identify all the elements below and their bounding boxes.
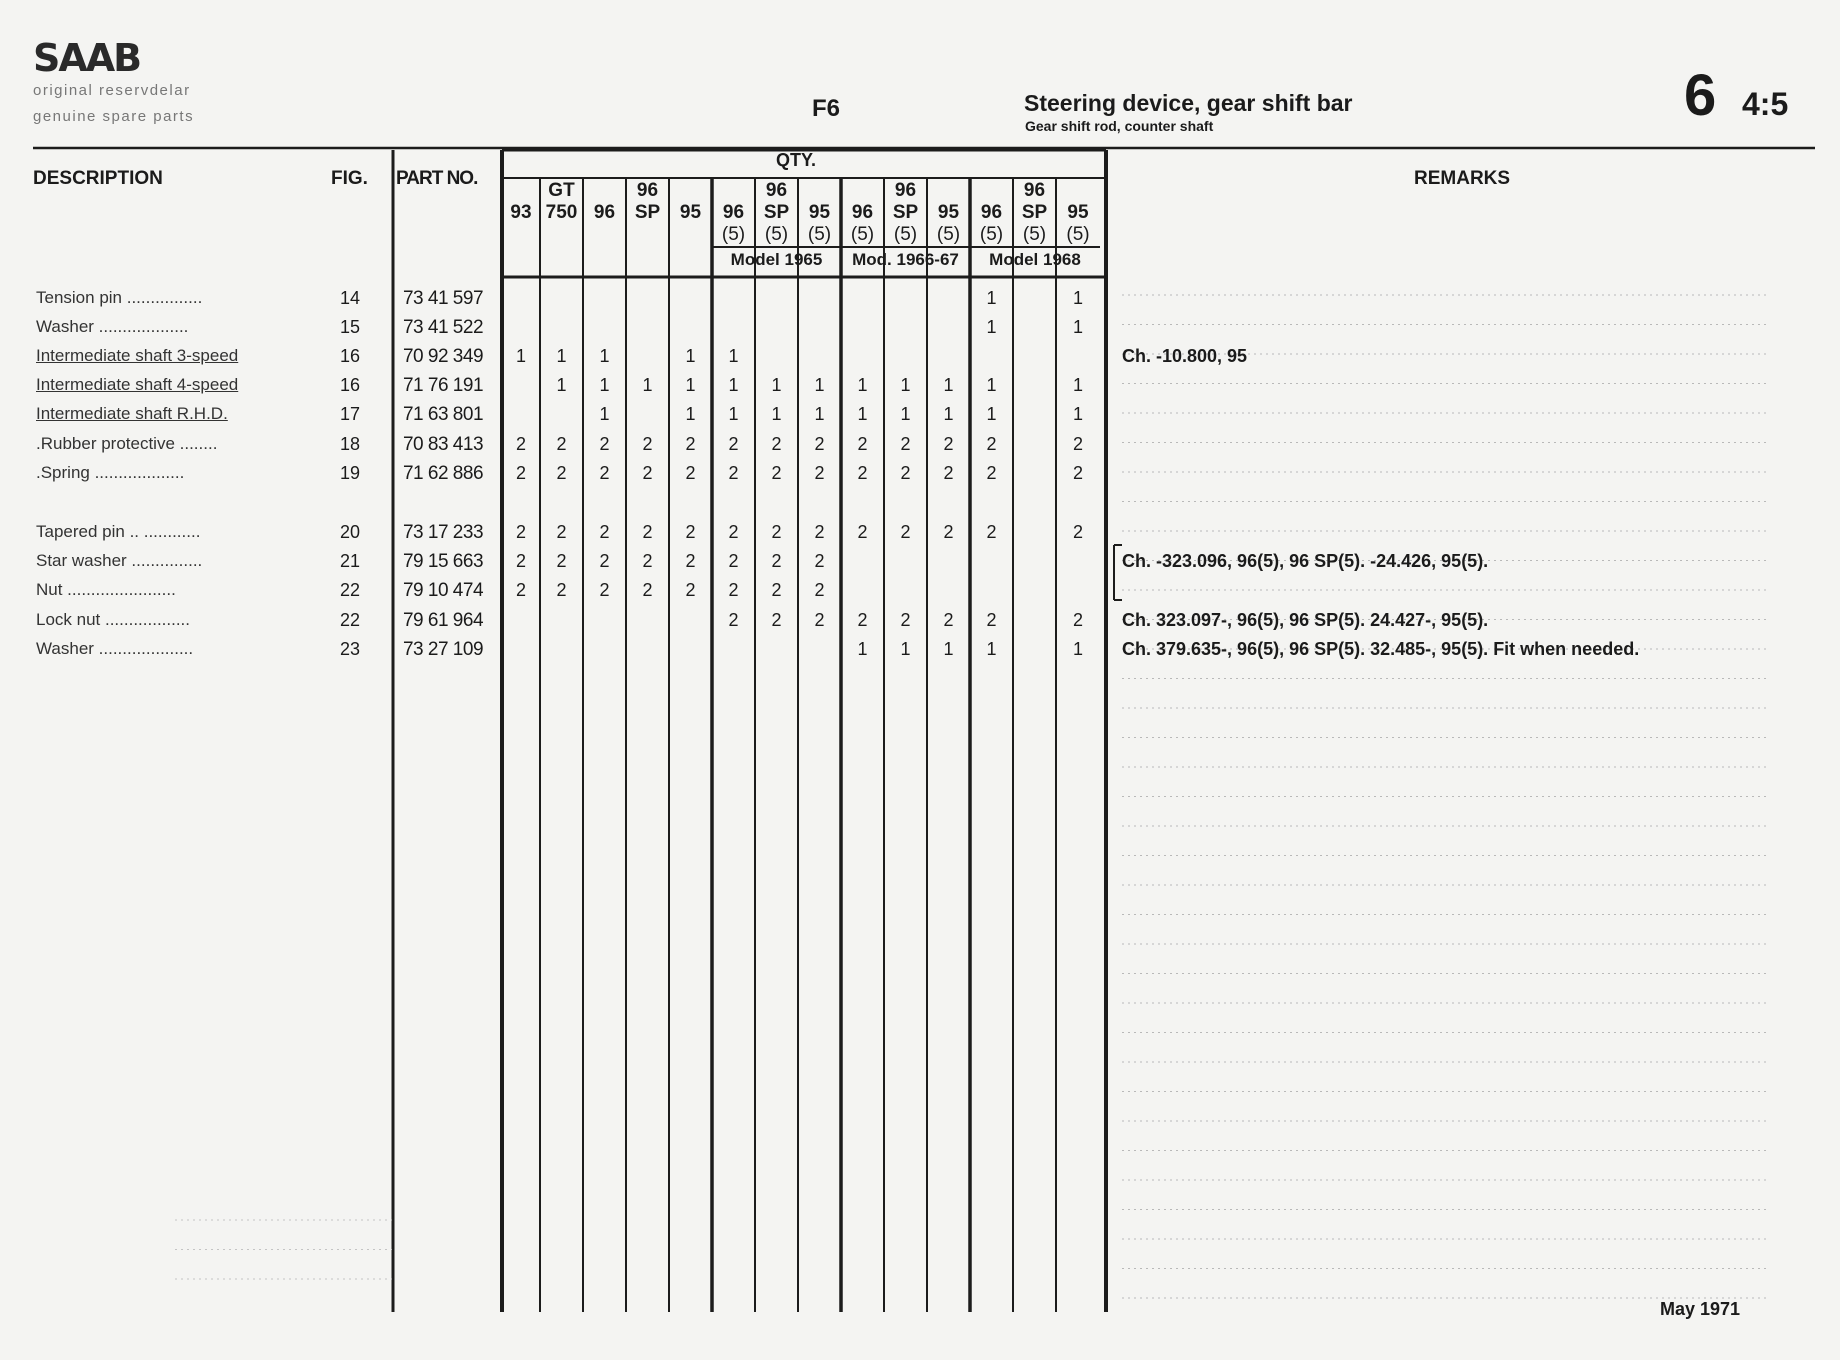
- qty-column-label: 96: [593, 202, 616, 223]
- part-description: Lock nut ..................: [36, 610, 191, 629]
- qty-cell: 2: [515, 463, 526, 483]
- table-row: [0, 608, 1840, 638]
- qty-cell: 2: [556, 463, 567, 483]
- tagline-swedish: original reservdelar: [33, 82, 191, 99]
- qty-column-label: 95: [937, 202, 960, 223]
- qty-cell: 1: [771, 375, 782, 395]
- page-subtitle: Gear shift rod, counter shaft: [1025, 118, 1214, 134]
- remark-text: Ch. 379.635-, 96(5), 96 SP(5). 32.485-, 95(5). Fit when needed.: [1122, 639, 1640, 659]
- part-description: .Spring ...................: [36, 463, 185, 482]
- qty-cell: 1: [1072, 639, 1083, 659]
- section-number: 6: [1684, 63, 1717, 128]
- qty-cell: 2: [515, 434, 526, 454]
- qty-cell: 1: [685, 404, 696, 424]
- part-number: 70 92 349: [402, 346, 484, 367]
- qty-cell: 2: [857, 463, 868, 483]
- remarks-header: REMARKS: [1414, 168, 1511, 189]
- part-description: .Rubber protective ........: [36, 434, 218, 453]
- table-row: [0, 402, 1840, 432]
- qty-cell: 1: [900, 375, 911, 395]
- qty-cell: 1: [986, 317, 997, 337]
- issue-date: May 1971: [1660, 1299, 1741, 1319]
- qty-column-label: 96: [722, 202, 745, 223]
- qty-cell: 2: [1072, 434, 1083, 454]
- qty-cell: 2: [900, 463, 911, 483]
- fig-number: 16: [339, 375, 361, 395]
- qty-cell: 2: [986, 463, 997, 483]
- qty-cell: 2: [771, 610, 782, 630]
- qty-column-sub: (5): [1066, 224, 1090, 245]
- qty-cell: 2: [814, 551, 825, 571]
- qty-cell: 1: [1072, 288, 1083, 308]
- qty-cell: 1: [814, 404, 825, 424]
- qty-cell: 1: [943, 375, 954, 395]
- qty-column-header: [669, 180, 712, 224]
- fig-number: 20: [339, 522, 361, 542]
- qty-cell: 2: [943, 463, 954, 483]
- qty-cell: 1: [857, 639, 868, 659]
- qty-cell: 2: [900, 434, 911, 454]
- qty-column-label: 96: [1023, 180, 1046, 201]
- qty-cell: 2: [814, 522, 825, 542]
- qty-column-label: 95: [1067, 202, 1089, 223]
- qty-cell: 2: [728, 463, 739, 483]
- section-sub: 4:5: [1742, 86, 1789, 122]
- qty-cell: 2: [599, 580, 610, 600]
- qty-cell: 1: [556, 346, 567, 366]
- fig-number: 14: [339, 288, 361, 308]
- qty-column-header: [540, 180, 583, 224]
- part-description: Washer ...................: [36, 317, 189, 336]
- qty-cell: 2: [728, 580, 739, 600]
- qty-cell: 2: [556, 551, 567, 571]
- qty-cell: 1: [1072, 404, 1083, 424]
- qty-cell: 2: [599, 522, 610, 542]
- qty-cell: 1: [515, 346, 526, 366]
- qty-column-label: GT: [548, 180, 575, 201]
- table-row: [0, 286, 1840, 316]
- qty-column-label: 750: [545, 202, 578, 223]
- fig-number: 21: [339, 551, 361, 571]
- part-description: Tension pin ................: [36, 288, 203, 307]
- qty-cell: 1: [1072, 317, 1083, 337]
- qty-cell: 1: [685, 375, 696, 395]
- qty-cell: 1: [728, 404, 739, 424]
- qty-cell: 2: [814, 610, 825, 630]
- qty-cell: 1: [857, 375, 868, 395]
- qty-cell: 2: [728, 610, 739, 630]
- qty-cell: 2: [1072, 463, 1083, 483]
- qty-cell: 1: [599, 346, 610, 366]
- qty-column-header: [884, 180, 927, 246]
- qty-column-header: [970, 180, 1013, 246]
- qty-cell: 2: [1072, 610, 1083, 630]
- qty-cell: 2: [515, 580, 526, 600]
- qty-cell: 2: [685, 551, 696, 571]
- qty-column-sub: (5): [936, 224, 961, 245]
- qty-cell: 2: [685, 434, 696, 454]
- qty-cell: 2: [857, 610, 868, 630]
- part-description: Star washer ...............: [36, 551, 203, 570]
- qty-cell: 2: [814, 434, 825, 454]
- part-number: 70 83 413: [402, 434, 484, 455]
- qty-cell: 1: [900, 639, 911, 659]
- qty-cell: 2: [685, 522, 696, 542]
- qty-column-label: 96: [636, 180, 659, 201]
- qty-cell: 1: [556, 375, 567, 395]
- qty-cell: 2: [642, 522, 653, 542]
- fig-number: 23: [339, 639, 361, 659]
- page-title: Steering device, gear shift bar: [1024, 90, 1353, 116]
- qty-cell: 1: [900, 404, 911, 424]
- qty-cell: 1: [986, 288, 997, 308]
- fig-number: 22: [339, 610, 361, 630]
- part-number: 73 41 597: [402, 288, 484, 309]
- qty-column-label: SP: [634, 202, 661, 223]
- qty-column-header: [755, 180, 798, 246]
- qty-cell: 1: [685, 346, 696, 366]
- part-description: Intermediate shaft 3-speed: [36, 346, 239, 365]
- part-number: 73 17 233: [402, 522, 484, 543]
- qty-cell: 1: [728, 346, 739, 366]
- qty-cell: 2: [556, 522, 567, 542]
- qty-cell: 1: [771, 404, 782, 424]
- table-row: [0, 315, 1840, 345]
- qty-cell: 2: [986, 610, 997, 630]
- qty-cell: 2: [771, 522, 782, 542]
- part-no-header: PART NO.: [396, 168, 478, 189]
- qty-column-header: [798, 180, 841, 246]
- qty-cell: 2: [943, 434, 954, 454]
- qty-cell: 2: [728, 551, 739, 571]
- fig-number: 17: [339, 404, 361, 424]
- figure-code: F6: [812, 95, 841, 122]
- qty-column-header: [1013, 180, 1056, 246]
- qty-column-header: [583, 180, 626, 224]
- qty-cell: 2: [599, 463, 610, 483]
- qty-cell: 2: [771, 580, 782, 600]
- qty-cell: 2: [642, 434, 653, 454]
- fig-header: FIG.: [331, 168, 368, 189]
- qty-cell: 1: [1072, 375, 1083, 395]
- qty-cell: 1: [943, 404, 954, 424]
- part-number: 79 61 964: [402, 610, 484, 631]
- qty-cell: 1: [814, 375, 825, 395]
- qty-cell: 2: [900, 610, 911, 630]
- part-number: 79 10 474: [402, 580, 484, 601]
- qty-cell: 1: [728, 375, 739, 395]
- qty-column-header: [927, 180, 970, 246]
- qty-cell: 2: [814, 580, 825, 600]
- qty-cell: 2: [771, 463, 782, 483]
- qty-column-label: 96: [765, 180, 788, 201]
- qty-column-label: 95: [808, 202, 831, 223]
- table-row: [0, 461, 1840, 491]
- table-row: [0, 520, 1840, 550]
- qty-cell: 2: [943, 610, 954, 630]
- qty-column-label: SP: [763, 202, 790, 223]
- qty-column-sub: (5): [721, 224, 746, 245]
- model-group-label: Model 1968: [989, 250, 1081, 269]
- qty-cell: 1: [986, 404, 997, 424]
- remark-text: Ch. -10.800, 95: [1122, 346, 1248, 366]
- qty-column-header: [1056, 180, 1100, 246]
- qty-cell: 2: [685, 463, 696, 483]
- qty-column-label: SP: [1021, 202, 1048, 223]
- qty-cell: 1: [986, 639, 997, 659]
- table-row: [0, 578, 1840, 608]
- part-description: Intermediate shaft R.H.D.: [36, 404, 228, 423]
- qty-cell: 2: [728, 434, 739, 454]
- table-row: [0, 637, 1840, 667]
- fig-number: 15: [339, 317, 361, 337]
- qty-cell: 2: [515, 551, 526, 571]
- qty-cell: 2: [900, 522, 911, 542]
- qty-column-sub: (5): [1022, 224, 1047, 245]
- table-row: [0, 344, 1840, 374]
- qty-column-sub: (5): [807, 224, 832, 245]
- qty-column-label: 96: [980, 202, 1003, 223]
- qty-cell: 2: [857, 434, 868, 454]
- model-group-label: Model 1965: [730, 250, 823, 269]
- qty-cell: 1: [986, 375, 997, 395]
- qty-cell: 2: [685, 580, 696, 600]
- qty-cell: 1: [599, 404, 610, 424]
- qty-cell: 2: [599, 551, 610, 571]
- qty-column-label: 96: [851, 202, 874, 223]
- qty-cell: 2: [943, 522, 954, 542]
- part-number: 71 76 191: [402, 375, 484, 396]
- part-description: Washer ....................: [36, 639, 194, 658]
- qty-column-label: 96: [894, 180, 917, 201]
- qty-cell: 1: [599, 375, 610, 395]
- model-group-label: Mod. 1966-67: [852, 250, 959, 269]
- part-number: 73 41 522: [402, 317, 484, 338]
- qty-cell: 2: [986, 522, 997, 542]
- table-row: [0, 373, 1840, 403]
- qty-header: QTY.: [776, 150, 817, 170]
- part-number: 73 27 109: [402, 639, 484, 660]
- qty-cell: 1: [857, 404, 868, 424]
- qty-cell: 2: [728, 522, 739, 542]
- qty-column-label: SP: [892, 202, 919, 223]
- qty-column-header: [626, 180, 669, 224]
- qty-cell: 2: [556, 434, 567, 454]
- qty-cell: 2: [986, 434, 997, 454]
- qty-cell: 2: [857, 522, 868, 542]
- part-number: 71 63 801: [402, 404, 484, 425]
- remark-text: Ch. -323.096, 96(5), 96 SP(5). -24.426, 95(5).: [1122, 551, 1489, 571]
- tagline-english: genuine spare parts: [33, 108, 195, 125]
- qty-cell: 2: [814, 463, 825, 483]
- qty-cell: 2: [771, 434, 782, 454]
- qty-cell: 2: [599, 434, 610, 454]
- fig-number: 18: [339, 434, 361, 454]
- qty-column-label: 95: [679, 202, 702, 223]
- qty-column-header: [712, 180, 755, 246]
- qty-cell: 2: [515, 522, 526, 542]
- part-number: 79 15 663: [402, 551, 484, 572]
- qty-column-header: [841, 180, 884, 246]
- qty-column-sub: (5): [893, 224, 918, 245]
- qty-cell: 2: [642, 463, 653, 483]
- table-row: [0, 432, 1840, 462]
- qty-column-sub: (5): [764, 224, 789, 245]
- part-description: Tapered pin .. ............: [36, 522, 201, 541]
- table-row: [0, 549, 1840, 579]
- saab-logo: SAAB: [33, 36, 141, 80]
- part-number: 71 62 886: [402, 463, 484, 484]
- qty-cell: 2: [771, 551, 782, 571]
- qty-cell: 1: [642, 375, 653, 395]
- fig-number: 16: [339, 346, 361, 366]
- part-description: Intermediate shaft 4-speed: [36, 375, 239, 394]
- qty-cell: 2: [1072, 522, 1083, 542]
- qty-cell: 2: [556, 580, 567, 600]
- remark-text: Ch. 323.097-, 96(5), 96 SP(5). 24.427-, 95(5).: [1122, 610, 1489, 630]
- qty-cell: 1: [943, 639, 954, 659]
- description-header: DESCRIPTION: [33, 168, 163, 189]
- qty-column-label: 93: [510, 202, 532, 223]
- qty-cell: 2: [642, 580, 653, 600]
- qty-column-sub: (5): [979, 224, 1004, 245]
- qty-column-sub: (5): [850, 224, 875, 245]
- qty-cell: 2: [642, 551, 653, 571]
- fig-number: 19: [339, 463, 361, 483]
- part-description: Nut .......................: [36, 580, 176, 599]
- qty-column-header: [502, 180, 540, 224]
- fig-number: 22: [339, 580, 361, 600]
